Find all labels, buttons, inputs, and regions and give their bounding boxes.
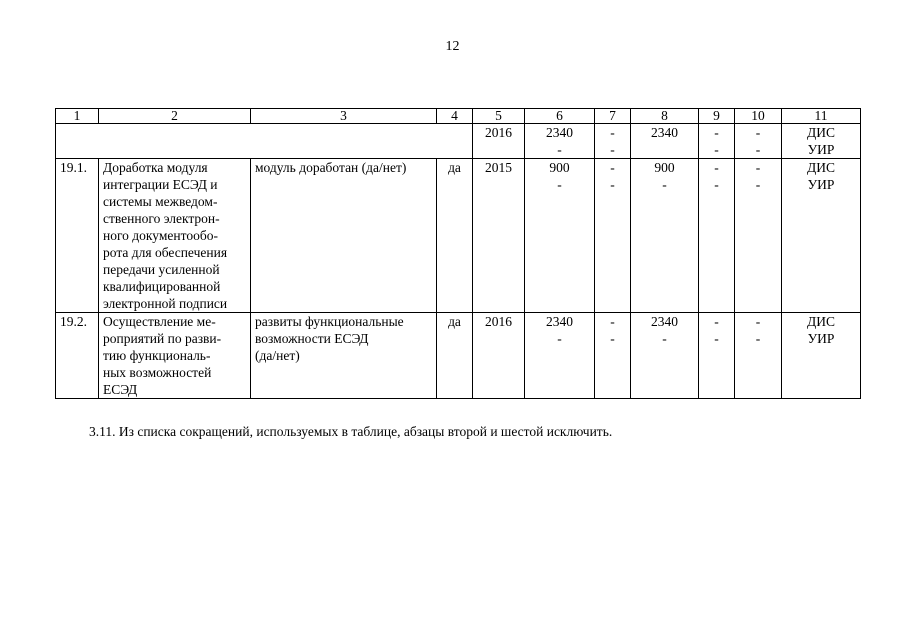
row-number: 19.2. xyxy=(56,313,99,399)
summary-empty-cell xyxy=(56,124,473,159)
col10-cell: - - xyxy=(735,159,782,313)
header-cell: 4 xyxy=(437,109,473,124)
col6-cell: 2340 - xyxy=(525,313,595,399)
header-cell: 7 xyxy=(595,109,631,124)
page-number: 12 xyxy=(445,39,460,54)
header-cell: 9 xyxy=(699,109,735,124)
measure-name: Осуществление ме- роприятий по разви- тию функциональ- ных возможностей ЕСЭД xyxy=(99,313,251,399)
table-row xyxy=(56,159,861,313)
year-cell: 2015 xyxy=(473,159,525,313)
indicator-cell: модуль доработан (да/нет) xyxy=(251,159,437,313)
amendment-paragraph: 3.11. Из списка сокращений, используемых в таблице, абзацы второй и шестой исключить. xyxy=(89,424,613,439)
year-cell: 2016 xyxy=(473,313,525,399)
col11-cell: ДИС УИР xyxy=(782,159,861,313)
program-table xyxy=(55,108,861,399)
header-row xyxy=(56,109,861,124)
col9-cell: - - xyxy=(699,159,735,313)
header-cell: 11 xyxy=(782,109,861,124)
col8-cell: 900 - xyxy=(631,159,699,313)
col11-cell: ДИС УИР xyxy=(782,124,861,159)
col8-cell: 2340 xyxy=(631,124,699,159)
indicator-cell: развиты функциональные возможности ЕСЭД (да/нет) xyxy=(251,313,437,399)
header-cell: 10 xyxy=(735,109,782,124)
col7-cell: - - xyxy=(595,124,631,159)
year-cell: 2016 xyxy=(473,124,525,159)
summary-row xyxy=(56,124,861,159)
col7-cell: - - xyxy=(595,159,631,313)
col11-cell: ДИС УИР xyxy=(782,313,861,399)
col9-cell: - - xyxy=(699,124,735,159)
header-cell: 8 xyxy=(631,109,699,124)
col9-cell: - - xyxy=(699,313,735,399)
table-row xyxy=(56,313,861,399)
col10-cell: - - xyxy=(735,313,782,399)
header-cell: 5 xyxy=(473,109,525,124)
col10-cell: - - xyxy=(735,124,782,159)
header-cell: 6 xyxy=(525,109,595,124)
measure-name: Доработка модуля интеграции ЕСЭД и системы межведом- ственного электрон- ного документообо- рота для обеспечения передачи усиленной квалифицированной электронной подписи xyxy=(99,159,251,313)
header-cell: 1 xyxy=(56,109,99,124)
col4-cell: да xyxy=(437,313,473,399)
col7-cell: - - xyxy=(595,313,631,399)
col8-cell: 2340 - xyxy=(631,313,699,399)
row-number: 19.1. xyxy=(56,159,99,313)
header-cell: 3 xyxy=(251,109,437,124)
header-cell: 2 xyxy=(99,109,251,124)
col6-cell: 900 - xyxy=(525,159,595,313)
col4-cell: да xyxy=(437,159,473,313)
col6-cell: 2340 - xyxy=(525,124,595,159)
